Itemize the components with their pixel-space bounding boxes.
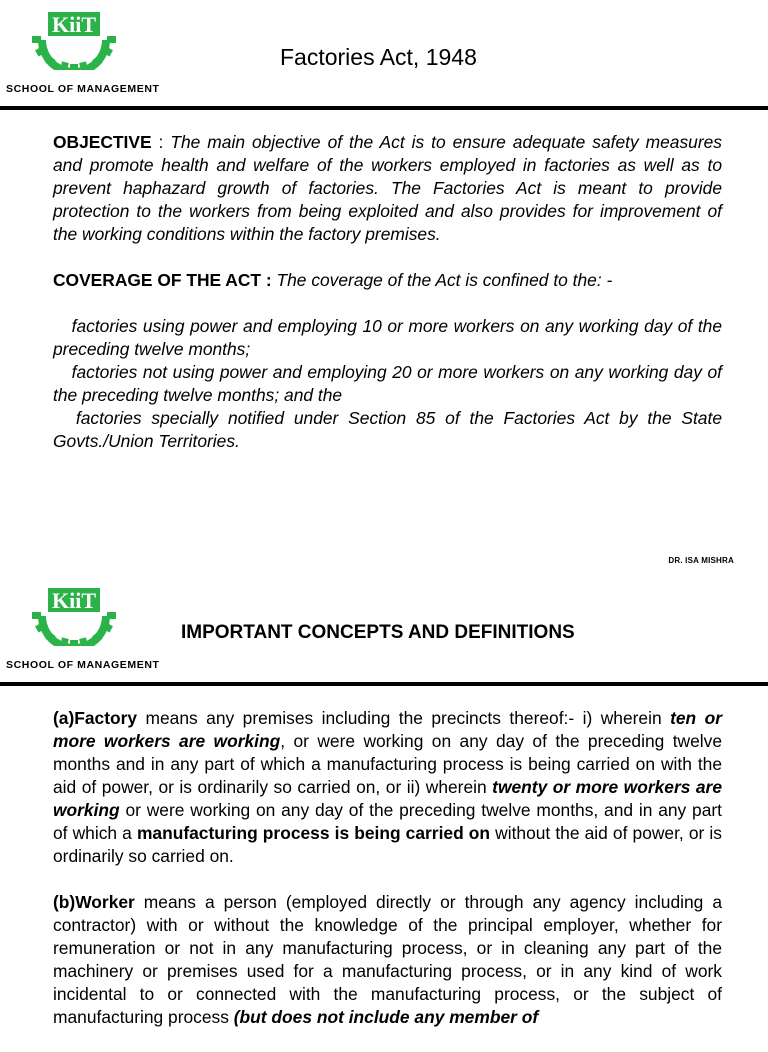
factory-emphasis: manufacturing process is being carried on (136, 823, 491, 843)
factory-definition (53, 707, 722, 868)
coverage-bullet: factories using power and employing 10 or more workers on any working day of the preceding twelve months; (53, 316, 722, 359)
kiit-logo-icon (28, 586, 120, 646)
coverage-heading: COVERAGE OF THE ACT : (53, 270, 277, 290)
author-signature: DR. ISA MISHRA (668, 556, 734, 565)
objective-heading: OBJECTIVE (53, 132, 152, 152)
coverage-bullet: factories specially notified under Section 85 of the Factories Act by the State Govts./Union Territories. (53, 408, 722, 451)
logo-text: KiiT (51, 12, 97, 37)
worker-definition (53, 891, 722, 1029)
header-rule (0, 106, 768, 110)
objective-sep: : (151, 132, 171, 152)
objective-text: The main objective of the Act is to ensure adequate safety measures and promote health and welfare of the workers employed in factories as well as to prevent haphazard growth of factories. The Factories Act is meant to provide protection to the workers from being exploited and also provides for improvement of the working conditions within the factory premises. (53, 132, 722, 244)
logo-text: KiiT (51, 588, 97, 613)
worker-term: (b)Worker (53, 892, 135, 912)
school-name: SCHOOL OF MANAGEMENT (6, 659, 160, 671)
worker-emphasis: (but does not include any member of (233, 1007, 539, 1027)
factory-emphasis: twenty or more workers are working (53, 777, 722, 820)
factory-term: (a)Factory (53, 708, 138, 728)
slide-2 (0, 576, 768, 1027)
coverage-text: The coverage of the Act is confined to the: - (276, 270, 613, 290)
kiit-logo-icon (28, 10, 120, 70)
slide-body (53, 131, 722, 453)
slide-title: Factories Act, 1948 (280, 44, 477, 70)
slide-body (53, 707, 722, 1052)
objective-paragraph (53, 131, 722, 246)
slide-title: IMPORTANT CONCEPTS AND DEFINITIONS (181, 622, 575, 643)
school-name: SCHOOL OF MANAGEMENT (6, 83, 160, 95)
worker-text: means a person (employed directly or through any agency including a contractor) with or without the knowledge of the principal employer, whether for remuneration or not in any manufacturing process, or in cleaning any part of the machinery or premises used for a manufacturing process, or in any kind of work incidental to or connected with the manufacturing process, or the subject of manufacturing process (53, 892, 722, 1027)
factory-emphasis: ten or more workers are working (53, 708, 722, 751)
factory-text: , or were working on any day of the preceding twelve months and in any part of which a manufacturing process is being carried on with the aid of power, or is ordinarily so carried on, or ii) wherein (53, 731, 722, 797)
coverage-paragraph (53, 269, 722, 292)
coverage-bullet: factories not using power and employing 20 or more workers on any working day of the preceding twelve months; and the (53, 362, 722, 405)
factory-text: or were working on any day of the preceding twelve months, and in any part of which a (53, 800, 722, 843)
factory-text: means any premises including the precincts thereof:- i) wherein (137, 708, 671, 728)
factory-text: without the aid of power, or is ordinarily so carried on. (53, 823, 722, 866)
header-rule (0, 682, 768, 686)
